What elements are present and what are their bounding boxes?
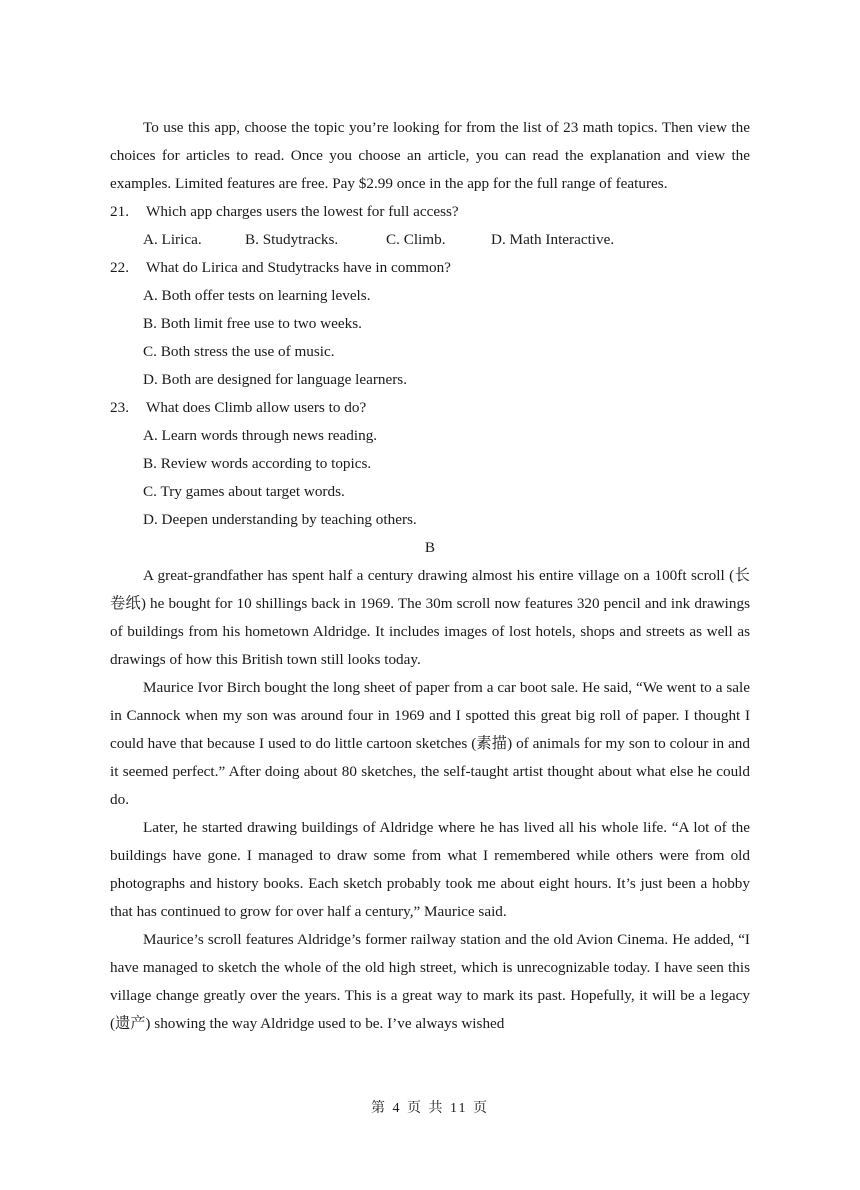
question-text: What do Lirica and Studytracks have in common? xyxy=(146,259,451,276)
page-content xyxy=(110,114,750,1038)
question-21-options xyxy=(110,226,750,254)
passage-paragraph: Maurice Ivor Birch bought the long sheet of paper from a car boot sale. He said, “We went to a sale in Cannock when my son was around four in 1969 and I spotted this great big roll of paper. I thought I could have that because I used to do little cartoon sketches (素描) of animals for my son to colour in and it seemed perfect.” After doing about 80 sketches, the self-taught artist thought about what else he could do. xyxy=(110,679,750,808)
option-b: B. Studytracks. xyxy=(245,231,339,248)
option-a: A. Both offer tests on learning levels. xyxy=(143,287,371,304)
question-text: What does Climb allow users to do? xyxy=(146,399,367,416)
option-b: B. Review words according to topics. xyxy=(143,455,372,472)
option-d: D. Math Interactive. xyxy=(491,231,615,248)
question-21 xyxy=(110,198,750,226)
option-a: A. Lirica. xyxy=(143,231,202,248)
question-number: 21. xyxy=(110,203,129,220)
page-footer: 第 4 页 共 11 页 xyxy=(371,1101,489,1116)
option-d: D. Deepen understanding by teaching others. xyxy=(143,511,417,528)
option-b: B. Both limit free use to two weeks. xyxy=(143,315,362,332)
question-number: 23. xyxy=(110,399,129,416)
option-a: A. Learn words through news reading. xyxy=(143,427,378,444)
question-22 xyxy=(110,254,750,282)
intro-paragraph: To use this app, choose the topic you’re looking for from the list of 23 math topics. Then view the choices for articles to read. Once you choose an article, you can read the explanation and view the examples. Limited features are free. Pay $2.99 once in the app for the full range of features. xyxy=(110,119,750,192)
option-d: D. Both are designed for language learners. xyxy=(143,371,407,388)
passage-paragraph: Maurice’s scroll features Aldridge’s former railway station and the old Avion Cinema. He added, “I have managed to sketch the whole of the old high street, which is unrecognizable today. I have seen this village change greatly over the years. This is a great way to mark its past. Hopefully, it will be a legacy (遗产) showing the way Aldridge used to be. I’ve always wished xyxy=(110,931,750,1032)
section-heading: B xyxy=(424,539,436,556)
question-text: Which app charges users the lowest for full access? xyxy=(146,203,459,220)
passage-paragraph: Later, he started drawing buildings of Aldridge where he has lived all his whole life. “A lot of the buildings have gone. I managed to draw some from what I remembered while others were from old photographs and history books. Each sketch probably took me about eight hours. It’s just been a hobby that has continued to grow for over half a century,” Maurice said. xyxy=(110,819,750,920)
option-c: C. Both stress the use of music. xyxy=(143,343,335,360)
question-23 xyxy=(110,394,750,422)
passage-paragraph: A great-grandfather has spent half a century drawing almost his entire village on a 100ft scroll (长卷纸) he bought for 10 shillings back in 1969. The 30m scroll now features 320 pencil and ink drawings of buildings from his hometown Aldridge. It includes images of lost hotels, shops and streets as well as drawings of how this British town still looks today. xyxy=(110,567,750,668)
option-c: C. Try games about target words. xyxy=(143,483,345,500)
question-number: 22. xyxy=(110,259,129,276)
option-c: C. Climb. xyxy=(386,231,446,248)
